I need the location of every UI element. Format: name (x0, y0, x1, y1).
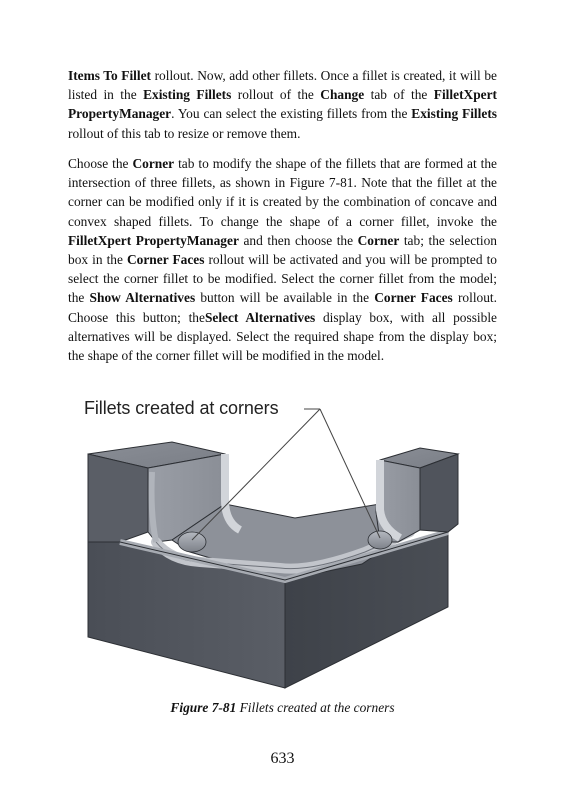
text-run: . You can select the existing fillets from the (171, 106, 412, 122)
text-run: tab of the (364, 87, 434, 103)
bold-term: Existing Fillets (143, 87, 232, 103)
text-run: tab to modify the shape of the fillets that are formed at the intersection of three fillets, as shown in Figure 7-81. Note that the fillet at the corner can be modified only if it is created by the combination of concave and convex shaped fillets. To change the shape of a corner fillet, invoke the (68, 156, 497, 229)
text-run: display box, with all possible alternatives will be displayed. Select the required shape from the display box; the shape of the corner fillet will be modified in the model. (68, 309, 497, 364)
bold-term: Corner (132, 156, 175, 171)
bold-term: Corner (357, 232, 400, 248)
text-run: and then choose the (238, 232, 358, 248)
figure-7-81-model (80, 392, 480, 692)
text-run: rollout will be activated and you will be prompted to select the corner fillet to be modified. Select the corner fillet from the model; the (68, 252, 497, 306)
paragraph-corner-tab (68, 154, 497, 365)
model-shape (88, 442, 458, 688)
text-run: rollout. Now, add other fillets. Once a fillet is created, it will be listed in the (68, 68, 497, 103)
caption-text: Fillets created at the corners (236, 700, 395, 715)
caption-figure-number: Figure 7-81 (170, 700, 237, 715)
text-run: tab; the selection box in the (68, 232, 497, 268)
bold-term: Change (320, 87, 365, 103)
figure-caption (0, 700, 565, 716)
bold-term: Existing Fillets (411, 106, 497, 122)
text-run: rollout of this tab to resize or remove them. (68, 125, 301, 141)
text-run: button will be available in the (195, 290, 375, 306)
bold-term: FilletXpert PropertyManager (68, 232, 239, 248)
bold-term: FilletXpert PropertyManager (68, 87, 497, 122)
bold-term: Items To Fillet (68, 68, 152, 83)
figure-callout-label: Fillets created at corners (84, 398, 279, 418)
paragraph-existing-fillets (68, 66, 497, 143)
text-run: rollout of the (231, 87, 321, 103)
bold-term: Corner Faces (127, 252, 205, 268)
bold-term: Show Alternatives (89, 290, 196, 306)
text-run: rollout. Choose this button; the (68, 290, 497, 325)
bold-term: Select Alternatives (204, 309, 316, 325)
page-number: 633 (270, 750, 295, 767)
bold-term: Corner Faces (374, 290, 453, 306)
text-run: Choose the (68, 156, 133, 171)
